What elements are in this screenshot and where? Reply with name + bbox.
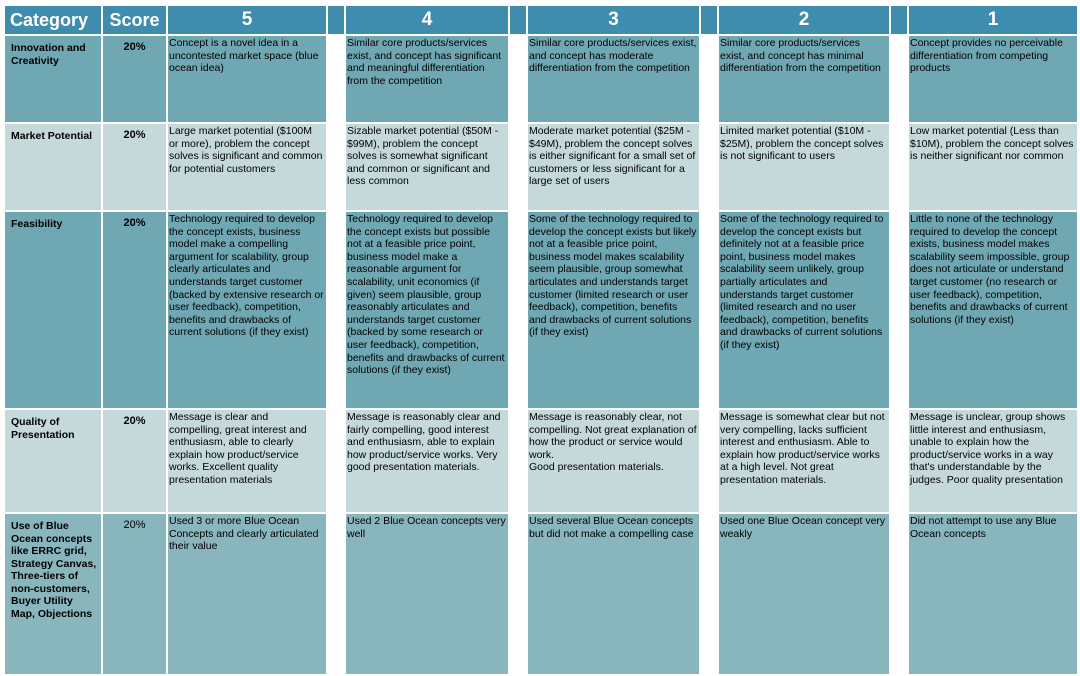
rubric-row-innovation xyxy=(4,35,1078,123)
rubric-row-presentation xyxy=(4,409,1078,513)
rubric-row-blue-ocean xyxy=(4,513,1078,675)
level-2-header: 2 xyxy=(718,5,890,35)
rubric-table xyxy=(3,4,1079,676)
rubric-row-market-potential xyxy=(4,123,1078,211)
level-2-description: Limited market potential ($10M - $25M), problem the concept solves is not significant to users xyxy=(718,123,890,211)
cell-spacer xyxy=(700,35,718,123)
row-category: Use of Blue Ocean concepts like ERRC grid, Strategy Canvas, Three-tiers of non-customers, Buyer Utility Map, Objections xyxy=(4,513,102,675)
row-weight: 20% xyxy=(102,35,167,123)
row-category: Feasibility xyxy=(4,211,102,409)
cell-spacer xyxy=(509,211,527,409)
cell-spacer xyxy=(700,409,718,513)
row-category: Innovation and Creativity xyxy=(4,35,102,123)
cell-spacer xyxy=(509,513,527,675)
header-spacer xyxy=(700,5,718,35)
level-5-description: Concept is a novel idea in a uncontested market space (blue ocean idea) xyxy=(167,35,327,123)
category-header: Category xyxy=(4,5,102,35)
level-2-description: Some of the technology required to develop the concept exists but definitely not at a feasible price point, business model makes scalability seem unlikely, group partially articulates and understands target customer (limited research and no user feedback), competition, benefits and drawbacks of current solutions (if they exist) xyxy=(718,211,890,409)
cell-spacer xyxy=(327,123,345,211)
level-4-header: 4 xyxy=(345,5,509,35)
header-spacer xyxy=(890,5,908,35)
level-3-description: Similar core products/services exist, and concept has moderate differentiation from the competition xyxy=(527,35,700,123)
cell-spacer xyxy=(327,513,345,675)
level-5-description: Used 3 or more Blue Ocean Concepts and clearly articulated their value xyxy=(167,513,327,675)
cell-spacer xyxy=(700,513,718,675)
level-1-description: Little to none of the technology required to develop the concept exists, business model makes scalability seem impossible, group does not articulate or understand target customer (no research or user feedback), competition, benefits and drawbacks of current solutions (if they exist) xyxy=(908,211,1078,409)
level-1-header: 1 xyxy=(908,5,1078,35)
header-spacer xyxy=(327,5,345,35)
cell-spacer xyxy=(700,123,718,211)
row-weight: 20% xyxy=(102,409,167,513)
level-3-description: Some of the technology required to develop the concept exists but likely not at a feasible price point, business model makes scalability seem plausible, group somewhat articulates and understands target customer (limited research or user feedback), competition, benefits and drawbacks of current solutions (if they exist) xyxy=(527,211,700,409)
level-3-header: 3 xyxy=(527,5,700,35)
level-3-description: Message is reasonably clear, not compelling. Not great explanation of how the product or service would work. Good presentation materials. xyxy=(527,409,700,513)
header-row xyxy=(4,5,1078,35)
level-5-description: Message is clear and compelling, great interest and enthusiasm, able to clearly explain how product/service works. Excellent quality presentation materials xyxy=(167,409,327,513)
cell-spacer xyxy=(327,35,345,123)
level-4-description: Sizable market potential ($50M - $99M), problem the concept solves is somewhat significant and common or significant and less common xyxy=(345,123,509,211)
level-4-description: Used 2 Blue Ocean concepts very well xyxy=(345,513,509,675)
level-1-description: Low market potential (Less than $10M), problem the concept solves is neither significant nor common xyxy=(908,123,1078,211)
level-4-description: Message is reasonably clear and fairly compelling, good interest and enthusiasm, able to explain how product/service works. Very good presentation materials. xyxy=(345,409,509,513)
cell-spacer xyxy=(327,409,345,513)
cell-spacer xyxy=(890,123,908,211)
level-2-description: Message is somewhat clear but not very compelling, lacks sufficient interest and enthusiasm. Able to explain how product/service works at a high level. Not great presentation materials. xyxy=(718,409,890,513)
row-weight: 20% xyxy=(102,123,167,211)
cell-spacer xyxy=(509,123,527,211)
header-spacer xyxy=(509,5,527,35)
cell-spacer xyxy=(509,409,527,513)
cell-spacer xyxy=(890,211,908,409)
level-5-description: Technology required to develop the concept exists, business model make a compelling argument for scalability, group clearly articulates and understands target customer (backed by extensive research or user feedback), competition, benefits and drawbacks of current solutions (if they exist) xyxy=(167,211,327,409)
level-5-description: Large market potential ($100M or more), problem the concept solves is significant and common for potential customers xyxy=(167,123,327,211)
cell-spacer xyxy=(327,211,345,409)
level-2-description: Used one Blue Ocean concept very weakly xyxy=(718,513,890,675)
level-1-description: Concept provides no perceivable differentiation from competing products xyxy=(908,35,1078,123)
score-header: Score xyxy=(102,5,167,35)
cell-spacer xyxy=(509,35,527,123)
level-5-header: 5 xyxy=(167,5,327,35)
level-1-description: Did not attempt to use any Blue Ocean concepts xyxy=(908,513,1078,675)
level-1-description: Message is unclear, group shows little interest and enthusiasm, unable to explain how the product/service works in a way that's understandable by the judges. Poor quality presentation xyxy=(908,409,1078,513)
cell-spacer xyxy=(890,35,908,123)
level-4-description: Technology required to develop the concept exists but possible not at a feasible price point, business model make a reasonable argument for scalability, unit economics (if given) seem plausible, group reasonably articulates and understands target customer (backed by some research or user feedback), competition, benefits and drawbacks of current solutions (if they exist) xyxy=(345,211,509,409)
level-3-description: Used several Blue Ocean concepts but did not make a compelling case xyxy=(527,513,700,675)
cell-spacer xyxy=(700,211,718,409)
level-2-description: Similar core products/services exist, and concept has minimal differentiation from the competition xyxy=(718,35,890,123)
row-weight: 20% xyxy=(102,513,167,675)
level-4-description: Similar core products/services exist, and concept has significant and meaningful differentiation from the competition xyxy=(345,35,509,123)
rubric-row-feasibility xyxy=(4,211,1078,409)
cell-spacer xyxy=(890,513,908,675)
row-weight: 20% xyxy=(102,211,167,409)
row-category: Quality of Presentation xyxy=(4,409,102,513)
row-category: Market Potential xyxy=(4,123,102,211)
level-3-description: Moderate market potential ($25M - $49M), problem the concept solves is either significant for a small set of customers or less significant for a large set of users xyxy=(527,123,700,211)
cell-spacer xyxy=(890,409,908,513)
